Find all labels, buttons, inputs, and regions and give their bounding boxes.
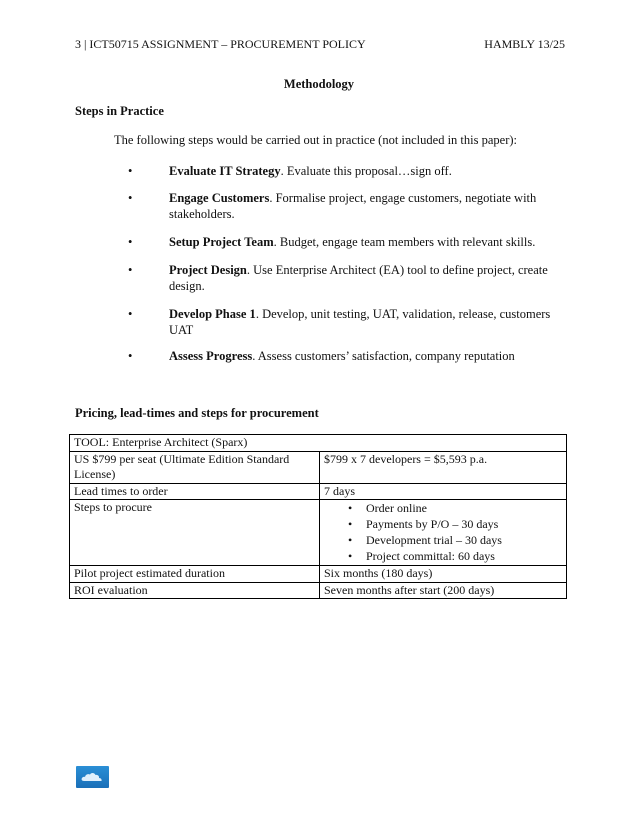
table-row bbox=[70, 483, 567, 500]
list-item bbox=[348, 533, 562, 549]
pricing-heading: Pricing, lead-times and steps for procurement bbox=[75, 406, 319, 420]
step-title: Project Design bbox=[169, 263, 247, 277]
header-author-page: HAMBLY 13/25 bbox=[484, 37, 565, 51]
table-cell: 7 days bbox=[320, 483, 567, 500]
table-row bbox=[70, 500, 567, 566]
bullet: • bbox=[348, 533, 353, 547]
table-cell: TOOL: Enterprise Architect (Sparx) bbox=[70, 435, 567, 452]
step-title: Develop Phase 1 bbox=[169, 307, 256, 321]
bullet: • bbox=[348, 501, 353, 515]
list-item bbox=[348, 517, 562, 533]
step-title: Engage Customers bbox=[169, 191, 270, 205]
step-title: Evaluate IT Strategy bbox=[169, 164, 281, 178]
table-row bbox=[70, 582, 567, 599]
table-row bbox=[70, 566, 567, 583]
table-cell: ROI evaluation bbox=[70, 582, 320, 599]
table-cell: Pilot project estimated duration bbox=[70, 566, 320, 583]
list-item bbox=[348, 549, 562, 565]
procure-step-text: Order online bbox=[366, 501, 427, 515]
step-text: . Assess customers’ satisfaction, company reputation bbox=[252, 349, 515, 363]
table-cell: US $799 per seat (Ultimate Edition Standard License) bbox=[70, 451, 320, 483]
bullet: • bbox=[128, 164, 133, 178]
table-row bbox=[70, 451, 567, 483]
bullet: • bbox=[128, 349, 133, 363]
procure-step-text: Development trial – 30 days bbox=[366, 533, 502, 547]
step-text: . Evaluate this proposal…sign off. bbox=[280, 164, 452, 178]
step-text: . Develop, unit testing, UAT, validation, release, customers UAT bbox=[169, 307, 551, 337]
intro-text: The following steps would be carried out in practice (not included in this paper): bbox=[114, 133, 518, 147]
table-cell: Six months (180 days) bbox=[320, 566, 567, 583]
bullet: • bbox=[348, 549, 353, 563]
bullet: • bbox=[348, 517, 353, 531]
table-cell: Steps to procure bbox=[70, 500, 320, 566]
procure-step-text: Payments by P/O – 30 days bbox=[366, 517, 499, 531]
steps-heading: Steps in Practice bbox=[75, 104, 164, 118]
bullet: • bbox=[128, 235, 133, 249]
procure-steps-list bbox=[324, 501, 562, 565]
step-text: . Budget, engage team members with relevant skills. bbox=[273, 235, 536, 249]
section-title: Methodology bbox=[283, 77, 355, 91]
table-cell: $799 x 7 developers = $5,593 p.a. bbox=[320, 451, 567, 483]
list-item bbox=[348, 501, 562, 517]
bullet: • bbox=[128, 263, 133, 277]
header-title: 3 | ICT50715 ASSIGNMENT – PROCUREMENT POLICY bbox=[75, 37, 366, 51]
bullet: • bbox=[128, 191, 133, 205]
table-cell: Lead times to order bbox=[70, 483, 320, 500]
procure-step-text: Project committal: 60 days bbox=[366, 549, 495, 563]
procurement-table bbox=[69, 434, 567, 599]
table-row bbox=[70, 435, 567, 452]
table-cell: Seven months after start (200 days) bbox=[320, 582, 567, 599]
cloud-logo-icon bbox=[76, 766, 109, 788]
step-title: Assess Progress bbox=[169, 349, 253, 363]
step-title: Setup Project Team bbox=[169, 235, 274, 249]
table-cell bbox=[320, 500, 567, 566]
step-text: . Formalise project, engage customers, negotiate with stakeholders. bbox=[169, 191, 537, 221]
bullet: • bbox=[128, 307, 133, 321]
step-text: . Use Enterprise Architect (EA) tool to define project, create design. bbox=[169, 263, 548, 293]
